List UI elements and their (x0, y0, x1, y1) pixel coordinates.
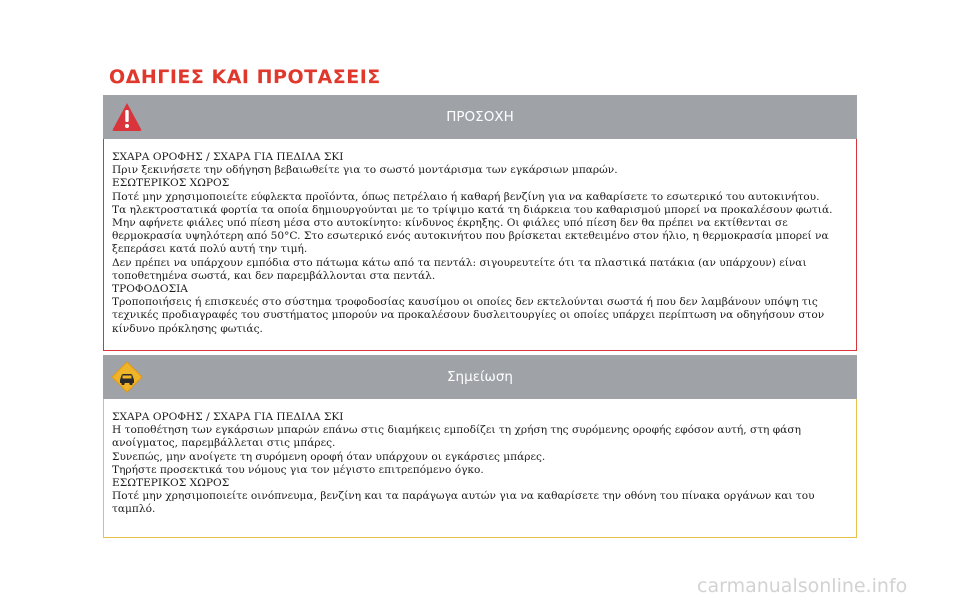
warning-line: θερμοκρασία υψηλότερη από 50°C. Στο εσωτερικό ενός αυτοκινήτου που βρίσκεται εκτεθειμένο στον ήλιο, η θερμοκρασία μπορεί να (112, 230, 829, 243)
warning-line: τοποθετημένα σωστά, και δεν παρεμβάλλονται στα πεντάλ. (112, 269, 436, 282)
car-note-icon (110, 360, 144, 394)
warning-line: ΤΡΟΦΟΔΟΣΙΑ (112, 283, 188, 296)
note-line: Τηρήστε προσεκτικά του νόμους για τον μέγιστο επιτρεπόμενο όγκο. (112, 463, 484, 476)
note-header (103, 355, 857, 399)
warning-line: Ποτέ μην χρησιμοποιείτε εύφλεκτα προϊόντα, όπως πετρέλαιο ή καθαρή βενζίνη για να καθαρίσετε το εσωτερικό του αυτοκινήτου. (112, 190, 820, 203)
warning-line: ξεπεράσει κατά πολύ αυτή την τιμή. (112, 243, 308, 256)
note-body (103, 399, 857, 538)
warning-heading: ΠΡΟΣΟΧΗ (446, 109, 514, 125)
note-line: ανοίγματος, παρεμβάλλεται στις μπάρες. (112, 437, 336, 450)
warning-line: Πριν ξεκινήσετε την οδήγηση βεβαιωθείτε για το σωστό μοντάρισμα των εγκάρσιων μπαρών. (112, 164, 618, 177)
note-heading: Σημείωση (447, 369, 513, 385)
warning-line: Μην αφήνετε φιάλες υπό πίεση μέσα στο αυτοκίνητο: κίνδυνος έκρηξης. Οι φιάλες υπό πίεση δεν θα πρέπει να εκτίθενται σε (112, 217, 788, 230)
page-title: ΟΔΗΓΙΕΣ ΚΑΙ ΠΡΟΤΑΣΕΙΣ (109, 66, 381, 88)
note-line: ΣΧΑΡΑ ΟΡΟΦΗΣ / ΣΧΑΡΑ ΓΙΑ ΠΕΔΙΛΑ ΣΚΙ (112, 411, 344, 423)
note-line: Ποτέ μην χρησιμοποιείτε οινόπνευμα, βενζίνη και τα παράγωγα αυτών για να καθαρίσετε την οθόνη του πίνακα οργάνων και του (112, 490, 815, 503)
note-line: ταμπλό. (112, 503, 156, 516)
warning-line: Τα ηλεκτροστατικά φορτία τα οποία δημιουργούνται με το τρίψιμο κατά τη διάρκεια του καθαρισμού μπορεί να προκαλέσουν φωτιά. (112, 203, 833, 216)
warning-header (103, 95, 857, 139)
warning-line: τεχνικές προδιαγραφές του συστήματος μπορούν να προκαλέσουν δυσλειτουργίες οι οποίες υπάρχει περίπτωση να οδηγήσουν στον (112, 309, 825, 322)
note-line: Η τοποθέτηση των εγκάρσιων μπαρών επάνω στις διαμήκεις εμποδίζει τη χρήση της συρόμενης οροφής εφόσον αυτή, στη φάση (112, 424, 801, 437)
note-line: Συνεπώς, μην ανοίγετε τη συρόμενη οροφή όταν υπάρχουν οι εγκάρσιες μπάρες. (112, 450, 546, 463)
warning-body (103, 139, 857, 351)
warning-line: Δεν πρέπει να υπάρχουν εμπόδια στο πάτωμα κάτω από τα πεντάλ: σιγουρευτείτε ότι τα πλαστικά πατάκια (αν υπάρχουν) είναι (112, 256, 807, 269)
watermark: carmanualsonline.info (697, 575, 908, 597)
warning-box (103, 95, 857, 351)
warning-line: κίνδυνο πρόκλησης φωτιάς. (112, 322, 263, 335)
warning-line: ΣΧΑΡΑ ΟΡΟΦΗΣ / ΣΧΑΡΑ ΓΙΑ ΠΕΔΙΛΑ ΣΚΙ (112, 151, 344, 163)
warning-line: ΕΣΩΤΕΡΙΚΟΣ ΧΩΡΟΣ (112, 177, 230, 190)
note-box (103, 355, 857, 538)
warning-line: Τροποποιήσεις ή επισκευές στο σύστημα τροφοδοσίας καυσίμου οι οποίες δεν εκτελούνται σωστά ή που δεν λαμβάνουν υπόψη τις (112, 296, 818, 309)
warning-triangle-icon (110, 100, 144, 134)
note-line: ΕΣΩΤΕΡΙΚΟΣ ΧΩΡΟΣ (112, 477, 230, 490)
